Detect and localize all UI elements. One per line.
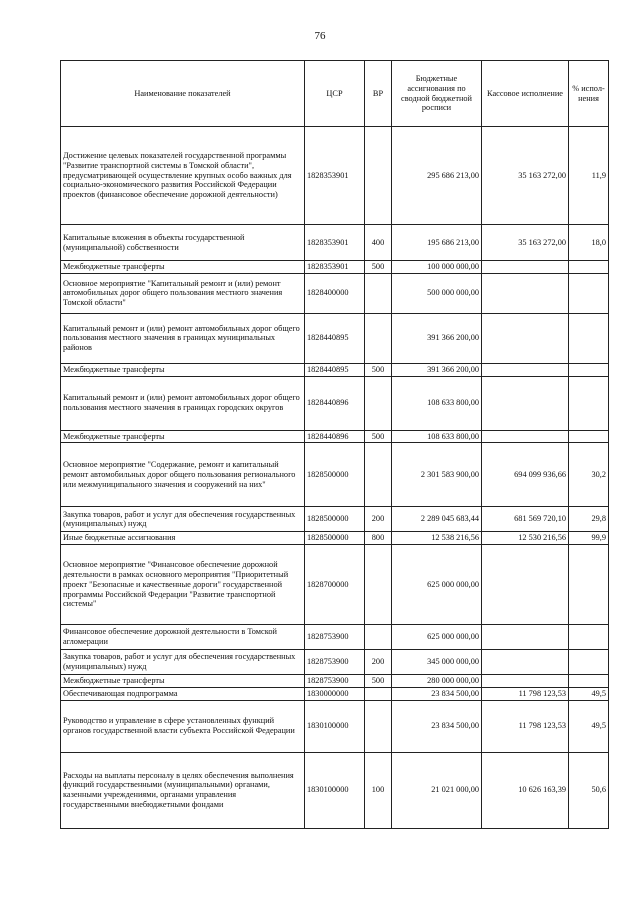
cell-cash: [482, 545, 569, 625]
cell-budget: 108 633 800,00: [392, 376, 482, 430]
cell-vr: [365, 700, 392, 752]
table-header-row: [61, 61, 609, 127]
cell-name: Межбюджетные трансферты: [61, 675, 305, 688]
cell-vr: [365, 545, 392, 625]
cell-csr: 1828440896: [305, 376, 365, 430]
cell-vr: [365, 127, 392, 225]
table-row: [61, 687, 609, 700]
table-row: [61, 532, 609, 545]
cell-csr: 1828700000: [305, 545, 365, 625]
cell-vr: 500: [365, 363, 392, 376]
cell-csr: 1828440895: [305, 313, 365, 363]
cell-cash: 35 163 272,00: [482, 225, 569, 261]
cell-name: Межбюджетные трансферты: [61, 363, 305, 376]
cell-pct: 30,2: [569, 443, 609, 507]
cell-cash: 681 569 720,10: [482, 507, 569, 532]
cell-budget: 195 686 213,00: [392, 225, 482, 261]
table-row: [61, 363, 609, 376]
cell-pct: 11,9: [569, 127, 609, 225]
table-row: [61, 261, 609, 274]
cell-budget: 295 686 213,00: [392, 127, 482, 225]
header-csr: ЦСР: [305, 61, 365, 127]
cell-cash: [482, 625, 569, 650]
cell-csr: 1828753900: [305, 625, 365, 650]
cell-budget: 2 301 583 900,00: [392, 443, 482, 507]
cell-name: Расходы на выплаты персоналу в целях обеспечения выполнения функций государственными (муниципальными) органами, казенными учреждениями, органами управления государственными внебюджетными фондами: [61, 752, 305, 828]
cell-pct: 49,5: [569, 700, 609, 752]
cell-csr: 1828440895: [305, 363, 365, 376]
cell-vr: 100: [365, 752, 392, 828]
cell-pct: [569, 363, 609, 376]
cell-pct: [569, 675, 609, 688]
cell-pct: [569, 430, 609, 443]
cell-budget: 391 366 200,00: [392, 363, 482, 376]
cell-name: Основное мероприятие "Капитальный ремонт и (или) ремонт автомобильных дорог общего пользования местного значения Томской области": [61, 273, 305, 313]
cell-cash: 11 798 123,53: [482, 700, 569, 752]
cell-csr: 1828400000: [305, 273, 365, 313]
cell-csr: 1830100000: [305, 700, 365, 752]
cell-csr: 1828500000: [305, 532, 365, 545]
table-row: [61, 545, 609, 625]
cell-name: Достижение целевых показателей государственной программы "Развитие транспортной системы в Томской области", предусматривающей осуществление крупных особо важных для социально-экономического развития Российской Федерации проектов (финансовое обеспечение дорожной деятельности): [61, 127, 305, 225]
cell-pct: [569, 273, 609, 313]
cell-pct: 50,6: [569, 752, 609, 828]
cell-pct: 99,9: [569, 532, 609, 545]
cell-csr: 1828753900: [305, 650, 365, 675]
cell-budget: 2 289 045 683,44: [392, 507, 482, 532]
cell-vr: 200: [365, 650, 392, 675]
cell-budget: 625 000 000,00: [392, 625, 482, 650]
cell-budget: 280 000 000,00: [392, 675, 482, 688]
cell-vr: 500: [365, 261, 392, 274]
cell-name: Обеспечивающая подпрограмма: [61, 687, 305, 700]
cell-vr: [365, 273, 392, 313]
page-number: 76: [314, 30, 326, 42]
cell-budget: 345 000 000,00: [392, 650, 482, 675]
table-row: [61, 700, 609, 752]
header-vr: ВР: [365, 61, 392, 127]
cell-name: Закупка товаров, работ и услуг для обеспечения государственных (муниципальных) нужд: [61, 650, 305, 675]
cell-vr: 500: [365, 430, 392, 443]
cell-name: Межбюджетные трансферты: [61, 261, 305, 274]
cell-cash: [482, 261, 569, 274]
cell-budget: 100 000 000,00: [392, 261, 482, 274]
table-row: [61, 225, 609, 261]
cell-vr: 500: [365, 675, 392, 688]
table-row: [61, 507, 609, 532]
cell-cash: [482, 430, 569, 443]
header-cash: Кассовое исполнение: [482, 61, 569, 127]
cell-pct: 29,8: [569, 507, 609, 532]
cell-budget: 500 000 000,00: [392, 273, 482, 313]
cell-vr: [365, 443, 392, 507]
cell-name: Финансовое обеспечение дорожной деятельности в Томской агломерации: [61, 625, 305, 650]
cell-pct: 18,0: [569, 225, 609, 261]
cell-name: Руководство и управление в сфере установленных функций органов государственной власти субъекта Российской Федерации: [61, 700, 305, 752]
table-row: [61, 625, 609, 650]
cell-cash: [482, 363, 569, 376]
cell-csr: 1828353901: [305, 127, 365, 225]
table-row: [61, 313, 609, 363]
cell-name: Капитальный ремонт и (или) ремонт автомобильных дорог общего пользования местного значения в границах городских округов: [61, 376, 305, 430]
budget-execution-table: [60, 60, 609, 829]
header-pct: % испол-нения: [569, 61, 609, 127]
cell-pct: [569, 261, 609, 274]
cell-budget: 625 000 000,00: [392, 545, 482, 625]
cell-cash: 35 163 272,00: [482, 127, 569, 225]
cell-name: Межбюджетные трансферты: [61, 430, 305, 443]
cell-name: Капитальные вложения в объекты государственной (муниципальной) собственности: [61, 225, 305, 261]
cell-vr: 200: [365, 507, 392, 532]
cell-vr: 800: [365, 532, 392, 545]
cell-budget: 21 021 000,00: [392, 752, 482, 828]
table-row: [61, 675, 609, 688]
cell-cash: 694 099 936,66: [482, 443, 569, 507]
table-row: [61, 752, 609, 828]
cell-vr: 400: [365, 225, 392, 261]
cell-csr: 1828500000: [305, 507, 365, 532]
cell-cash: [482, 376, 569, 430]
cell-cash: [482, 273, 569, 313]
table-row: [61, 443, 609, 507]
table-row: [61, 273, 609, 313]
cell-vr: [365, 313, 392, 363]
cell-csr: 1828440896: [305, 430, 365, 443]
cell-name: Капитальный ремонт и (или) ремонт автомобильных дорог общего пользования местного значения в границах муниципальных районов: [61, 313, 305, 363]
header-name: Наименование показателей: [61, 61, 305, 127]
cell-budget: 23 834 500,00: [392, 700, 482, 752]
cell-csr: 1828353901: [305, 261, 365, 274]
cell-pct: [569, 625, 609, 650]
table-row: [61, 376, 609, 430]
header-budget: Бюджетные ассигнования по сводной бюджетной росписи: [392, 61, 482, 127]
cell-name: Основное мероприятие "Содержание, ремонт и капитальный ремонт автомобильных дорог общего пользования регионального или межмуниципального значения и сооружений на них": [61, 443, 305, 507]
table-row: [61, 127, 609, 225]
cell-cash: [482, 675, 569, 688]
cell-csr: 1828500000: [305, 443, 365, 507]
cell-cash: [482, 650, 569, 675]
cell-pct: [569, 650, 609, 675]
cell-cash: 10 626 163,39: [482, 752, 569, 828]
cell-budget: 108 633 800,00: [392, 430, 482, 443]
cell-pct: [569, 376, 609, 430]
table-row: [61, 650, 609, 675]
cell-csr: 1828753900: [305, 675, 365, 688]
cell-vr: [365, 376, 392, 430]
cell-vr: [365, 625, 392, 650]
cell-csr: 1828353901: [305, 225, 365, 261]
cell-cash: 12 530 216,56: [482, 532, 569, 545]
cell-pct: [569, 313, 609, 363]
cell-budget: 12 538 216,56: [392, 532, 482, 545]
cell-budget: 23 834 500,00: [392, 687, 482, 700]
cell-name: Закупка товаров, работ и услуг для обеспечения государственных (муниципальных) нужд: [61, 507, 305, 532]
cell-name: Основное мероприятие "Финансовое обеспечение дорожной деятельности в рамках основного мероприятия "Приоритетный проект "Безопасные и качественные дороги" государственной программы Российской Федерации "Развитие транспортной системы": [61, 545, 305, 625]
table-row: [61, 430, 609, 443]
cell-name: Иные бюджетные ассигнования: [61, 532, 305, 545]
cell-pct: 49,5: [569, 687, 609, 700]
cell-vr: [365, 687, 392, 700]
cell-cash: [482, 313, 569, 363]
cell-csr: 1830000000: [305, 687, 365, 700]
cell-budget: 391 366 200,00: [392, 313, 482, 363]
cell-pct: [569, 545, 609, 625]
cell-csr: 1830100000: [305, 752, 365, 828]
cell-cash: 11 798 123,53: [482, 687, 569, 700]
